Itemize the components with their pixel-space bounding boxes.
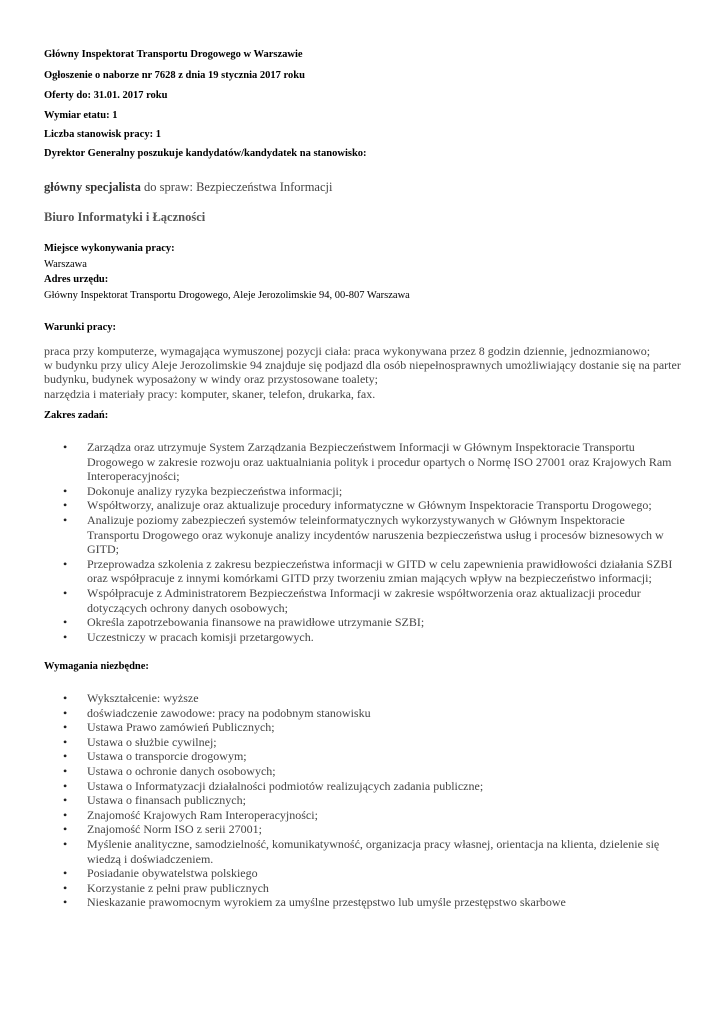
requirements-list [44,691,684,910]
task-item: • Przeprowadza szkolenia z zakresu bezpieczeństwa informacji w GITD w celu zapewnienia prawidłowości działania SZBI oraz współpracuje z innymi komórkami GITD przy tworzeniu zmian mających wpływ na bezpieczeństwo informacji; [44,557,684,586]
conditions-line: praca przy komputerze, wymagająca wymuszonej pozycji ciała: praca wykonywana przez 8 godzin dziennie, jednozmianowo; [44,344,651,358]
conditions-text [44,344,684,401]
requirement-item: • Ustawa o transporcie drogowym; [44,749,684,764]
offer-deadline: Oferty do: 31.01. 2017 roku [44,90,168,101]
requirement-item: • Ustawa o finansach publicznych; [44,793,684,808]
positions-count: Liczba stanowisk pracy: 1 [44,129,161,140]
department-name: Biuro Informatyki i Łączności [44,210,206,224]
conditions-line: budynku, budynek wyposażony w windy oraz przystosowane toalety; [44,372,378,387]
task-item: • Współtworzy, analizuje oraz aktualizuje procedury informatyczne w Głównym Inspektoracie Transportu Drogowego; [44,498,684,513]
requirement-item: • Nieskazanie prawomocnym wyrokiem za umyślne przestępstwo lub umyśle przestępstwo skarbowe [44,895,684,910]
conditions-line: narzędzia i materiały pracy: komputer, skaner, telefon, drukarka, fax. [44,386,376,401]
requirement-item: • doświadczenie zawodowe: pracy na podobnym stanowisku [44,706,684,721]
position-title-bold: główny specjalista [44,180,141,194]
task-item: • Określa zapotrzebowania finansowe na prawidłowe utrzymanie SZBI; [44,615,684,630]
task-item: • Zarządza oraz utrzymuje System Zarządzania Bezpieczeństwem Informacji w Głównym Inspektoracie Transportu Drogowego w zakresie rozwoju oraz uaktualniania polityk i procedur opartych o Normę ISO 27001 oraz Krajowych Ram Interoperacyjności; [44,440,684,484]
fte-info: Wymiar etatu: 1 [44,110,118,121]
workplace-value: Warszawa [44,259,87,270]
tasks-list [44,440,684,644]
requirement-item: • Korzystanie z pełni praw publicznych [44,881,684,896]
institution-name: Główny Inspektorat Transportu Drogowego w Warszawie [44,49,303,60]
requirement-item: • Wykształcenie: wyższe [44,691,684,706]
task-item: • Współpracuje z Administratorem Bezpieczeństwa Informacji w zakresie współtworzenia oraz aktualizacji procedur dotyczących ochrony danych osobowych; [44,586,684,615]
announcement-number: Ogłoszenie o naborze nr 7628 z dnia 19 stycznia 2017 roku [44,70,305,81]
requirement-item: • Ustawa o ochronie danych osobowych; [44,764,684,779]
position-title-rest: do spraw: Bezpieczeństwa Informacji [140,180,333,194]
requirement-item: • Znajomość Norm ISO z serii 27001; [44,822,684,837]
requirement-item: • Ustawa o służbie cywilnej; [44,735,684,750]
seeking-statement: Dyrektor Generalny poszukuje kandydatów/kandydatek na stanowisko: [44,148,367,159]
tasks-label: Zakres zadań: [44,410,109,421]
requirement-item: • Ustawa Prawo zamówień Publicznych; [44,720,684,735]
requirement-item: • Ustawa o Informatyzacji działalności podmiotów realizujących zadania publiczne; [44,779,684,794]
conditions-line: w budynku przy ulicy Aleje Jerozolimskie 94 znajduje się podjazd dla osób niepełnosprawnych umożliwiający dostanie się na parter [44,358,681,373]
conditions-label: Warunki pracy: [44,322,117,333]
task-item: • Analizuje poziomy zabezpieczeń systemów teleinformatycznych wykorzystywanych w Głównym Inspektoracie Transportu Drogowego oraz wykonuje analizy incydentów naruszenia bezpieczeństwa usług i procesów biznesowych w GITD; [44,513,684,557]
workplace-label: Miejsce wykonywania pracy: [44,243,175,254]
requirement-item: • Posiadanie obywatelstwa polskiego [44,866,684,881]
requirements-label: Wymagania niezbędne: [44,661,149,672]
task-item: • Uczestniczy w pracach komisji przetargowych. [44,630,684,645]
requirement-item: • Myślenie analityczne, samodzielność, komunikatywność, organizacja pracy własnej, orientacja na klienta, dzielenie się wiedzą i doświadczeniem. [44,837,684,866]
address-value: Główny Inspektorat Transportu Drogowego, Aleje Jerozolimskie 94, 00-807 Warszawa [44,290,410,301]
task-item: • Dokonuje analizy ryzyka bezpieczeństwa informacji; [44,484,684,499]
address-label: Adres urzędu: [44,274,109,285]
requirement-item: • Znajomość Krajowych Ram Interoperacyjności; [44,808,684,823]
position-title [44,180,332,195]
